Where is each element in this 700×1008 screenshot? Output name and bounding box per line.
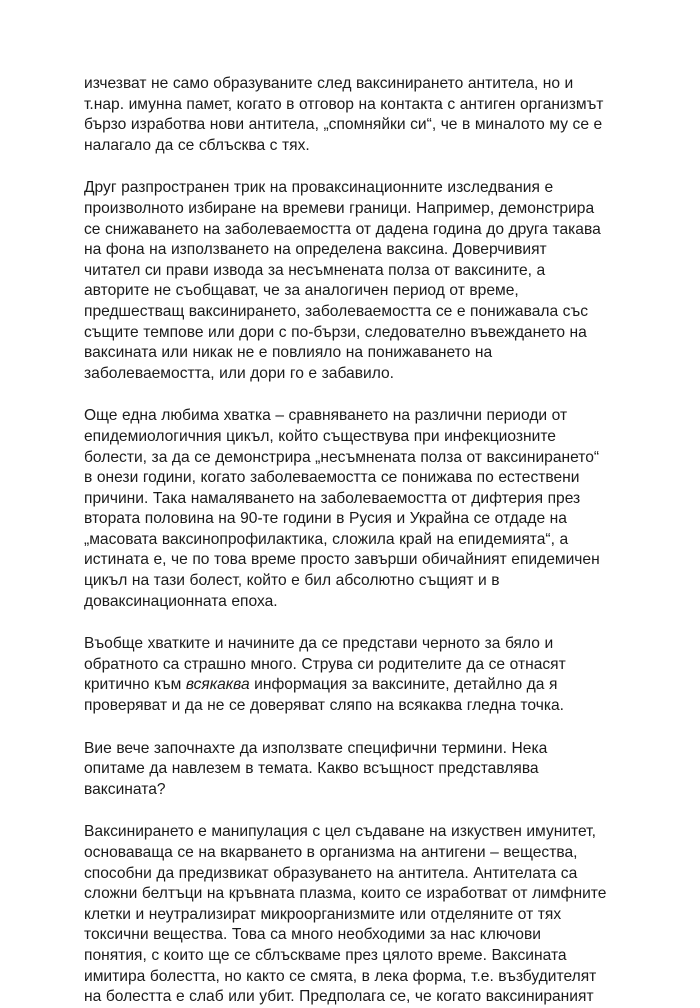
text-line: произволното избиране на времеви граници. Например, демонстрира: [84, 199, 595, 217]
text-line: ваксината?: [84, 780, 166, 798]
text-line: истината е, че по това време просто завърши обичайният епидемичен: [84, 551, 600, 569]
text-line: читател си прави извода за несъмнената полза от ваксините, а: [84, 261, 546, 279]
paragraph: [84, 739, 620, 801]
text-line: способни да предизвикат образуването на антитела. Антителата са: [84, 864, 578, 882]
text-line: епидемиологичния цикъл, който съществува при инфекциозните: [84, 427, 556, 445]
text-line: „масовата ваксинопрофилактика, сложила край на епидемията“, а: [84, 530, 569, 548]
text-line: се снижаването на заболеваемостта от дадена година до друга такава: [84, 220, 601, 238]
text-line: авторите не съобщават, че за аналогичен период от време,: [84, 282, 519, 300]
text-line: изчезват не само образуваните след ваксинирането антитела, но и: [84, 75, 574, 92]
text-line: причини. Така намаляването на заболеваемостта от дифтерия през: [84, 489, 581, 507]
text-line: ваксината или никак не е повлияло на понижаването на: [84, 344, 493, 362]
text-line: доваксинационната епоха.: [84, 592, 278, 610]
text-line: налагало да се сблъсква с тях.: [84, 136, 310, 154]
text-line: Вие вече започнахте да използвате специфични термини. Нека: [84, 739, 548, 757]
text-fragment: информация за ваксините, детайлно да я: [249, 676, 558, 694]
text-line: Още една любима хватка – сравняването на различни периоди от: [84, 407, 568, 425]
text-line: болести, за да се демонстрира „несъмнената полза от ваксинирането“: [84, 448, 600, 466]
paragraph: [84, 178, 620, 384]
text-line: токсични вещества. Това са много необходими за нас ключови: [84, 926, 541, 944]
text-line: опитаме да навлезем в темата. Какво всъщност представлява: [84, 760, 539, 778]
text-line: Въобще хватките и начините да се представи черното за бяло и: [84, 635, 554, 653]
text-line: обратното са страшно много. Струва си родителите да се отнасят: [84, 655, 566, 673]
text-line: бързо изработва нови антитела, „спомняйки си“, че в миналото му се е: [84, 116, 603, 134]
text-line: втората половина на 90-те години в Русия и Украйна се отдаде на: [84, 510, 567, 528]
text-line: същите темпове или дори с по-бързи, следователно въвеждането на: [84, 323, 587, 341]
text-line: предшестващ ваксинирането, заболеваемостта се е понижавала със: [84, 302, 589, 320]
text-line: имитира болестта, но както се смята, в лека форма, т.е. възбудителят: [84, 967, 597, 985]
paragraph: [84, 74, 620, 156]
text-line: сложни белтъци на кръвната плазма, които се изработват от лимфните: [84, 885, 607, 903]
text-line: [84, 675, 620, 696]
text-line: клетки и неутрализират микроорганизмите или отделяните от тях: [84, 905, 562, 923]
text-line: в онези години, когато заболеваемостта се понижава по естествени: [84, 469, 580, 487]
paragraph: [84, 822, 620, 1007]
italic-emphasis: всякаква: [185, 676, 250, 694]
text-line: Ваксинирането е манипулация с цел съдаване на изкуствен имунитет,: [84, 823, 596, 841]
text-line: заболеваемостта, или дори го е забавило.: [84, 364, 394, 382]
paragraph: [84, 634, 620, 716]
text-line: Друг разпространен трик на проваксинационните изследвания е: [84, 179, 554, 197]
paragraph: [84, 406, 620, 612]
text-line: на фона на използването на определена ваксина. Доверчивият: [84, 241, 547, 259]
text-line: на болестта е слаб или убит. Предполага се, че когато ваксинираният: [84, 988, 594, 1006]
text-line: цикъл на тази болест, който е бил абсолютно същият и в: [84, 572, 500, 590]
text-fragment: критично към: [84, 676, 186, 694]
text-line: основаваща се на вкарването в организма на антигени – вещества,: [84, 844, 578, 861]
text-line: т.нар. имунна памет, когато в отговор на контакта с антиген организмът: [84, 95, 604, 113]
text-line: проверяват и да не се доверяват сляпо на всякаква гледна точка.: [84, 697, 565, 715]
text-line: понятия, с които ще се сблъскваме през цялото време. Ваксината: [84, 946, 567, 964]
